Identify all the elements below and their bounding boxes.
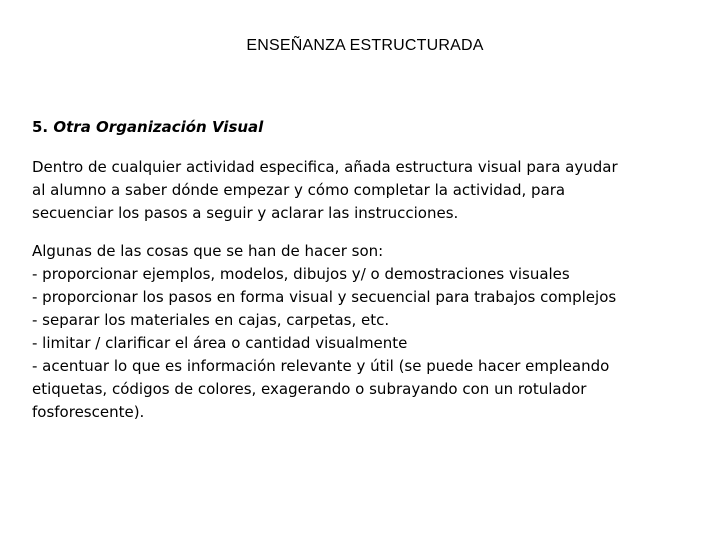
section-heading bbox=[32, 116, 263, 138]
list-item-continuation: etiquetas, códigos de colores, exagerando o subrayando con un rotulador bbox=[32, 380, 587, 398]
list-item-continuation: fosforescente). bbox=[32, 403, 145, 421]
list-item: - proporcionar los pasos en forma visual y secuencial para trabajos complejos bbox=[32, 288, 617, 306]
paragraph-line: secuenciar los pasos a seguir y aclarar las instrucciones. bbox=[32, 204, 459, 222]
list-item: - proporcionar ejemplos, modelos, dibujos y/ o demostraciones visuales bbox=[32, 265, 570, 283]
list-item: - acentuar lo que es información relevante y útil (se puede hacer empleando bbox=[32, 357, 610, 375]
intro-paragraph bbox=[32, 156, 712, 225]
page-title: ENSEÑANZA ESTRUCTURADA bbox=[246, 37, 484, 54]
task-list-paragraph bbox=[32, 240, 712, 424]
section-number: 5. bbox=[32, 118, 49, 136]
paragraph-line: Dentro de cualquier actividad especifica, añada estructura visual para ayudar bbox=[32, 158, 618, 176]
section-heading-text: Otra Organización Visual bbox=[53, 118, 264, 136]
paragraph-line: al alumno a saber dónde empezar y cómo completar la actividad, para bbox=[32, 181, 566, 199]
list-item: - limitar / clarificar el área o cantidad visualmente bbox=[32, 334, 408, 352]
list-item: - separar los materiales en cajas, carpetas, etc. bbox=[32, 311, 390, 329]
list-intro: Algunas de las cosas que se han de hacer son: bbox=[32, 242, 384, 260]
